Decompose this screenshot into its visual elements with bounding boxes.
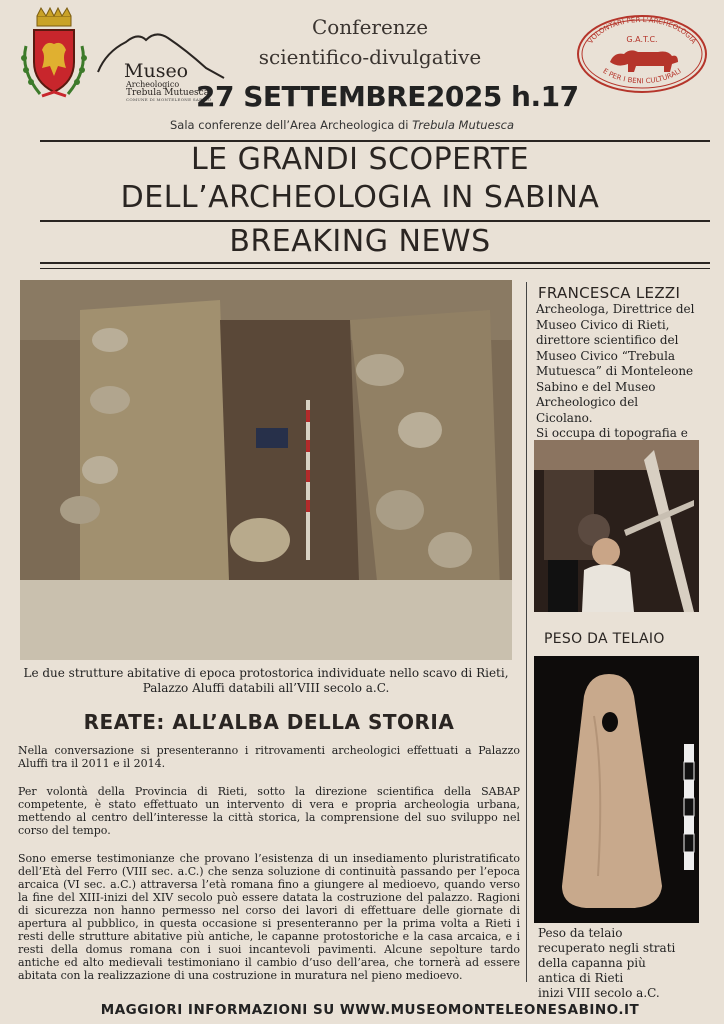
gatc-arc-top: VOLONTARI PER L'ARCHEOLOGIA [586, 15, 698, 46]
title-bottom-rule [40, 262, 710, 264]
excavation-caption [20, 666, 512, 696]
venue-prefix: Sala conferenze dell’Area Archeologica di [170, 118, 413, 132]
footer-info: MAGGIORI INFORMAZIONI SU WWW.MUSEOMONTELEONESABINO.IT [100, 1002, 640, 1018]
event-date: 27 SETTEMBRE2025 h.17 [196, 80, 579, 113]
conference-line1: Conferenze [311, 15, 429, 39]
city-coat-of-arms-logo [12, 6, 96, 102]
peso-caption: Peso da telaio recuperato negli strati della capanna più antica di Rieti inizi VIII secolo a.C. [538, 926, 676, 1000]
title-middle-rule [40, 220, 710, 222]
title-line1: LE GRANDI SCOPERTE [190, 142, 530, 177]
gatc-arc-bottom: E PER I BENI CULTURALI [601, 67, 683, 86]
article-paragraph-1: Nella conversazione si presenteranno i ritrovamenti archeologici effettuati a Palazzo Aluffi tra il 2011 e il 2014. [18, 744, 520, 770]
conference-heading [250, 12, 490, 72]
loom-weight-photo [534, 656, 699, 923]
speaker-photo [534, 440, 699, 612]
column-divider [526, 282, 527, 982]
title-line2: DELL’ARCHEOLOGIA IN SABINA [120, 180, 600, 215]
title-breaking-news: BREAKING NEWS [229, 224, 491, 259]
speaker-bio: Archeologa, Direttrice del Museo Civico di Rieti, direttore scientifico del Museo Civico “Trebula Mutuesca” di Monteleone Sabino e del Museo Archeologico del Cicolano. Si occupa di topografia e [536, 302, 695, 440]
conference-line2: scientifico-divulgative [258, 45, 482, 69]
museo-name: Museo [124, 60, 189, 82]
article-paragraph-2: Per volontà della Provincia di Rieti, sotto la direzione scientifica della SABAP competente, è stato effettuato un intervento di vera e propria archeologia urbana, mettendo al centro dell’interesse la città storica, la comprensione del suo sviluppo nel corso del tempo. [18, 785, 520, 837]
museo-sub3: COMUNE DI MONTELEONE SABINO [126, 97, 212, 102]
title-bottom-rule-thin [40, 268, 710, 269]
museo-sub1: Archeologico [126, 80, 180, 89]
article-heading: REATE: ALL’ALBA DELLA STORIA [83, 710, 455, 734]
article-body [18, 744, 520, 997]
excavation-caption-line2: Palazzo Aluffi databili all’VIII secolo a.C. [142, 681, 390, 695]
speaker-name: FRANCESCA LEZZI [538, 284, 681, 302]
museo-sub2: Trebula Mutuesca [126, 88, 210, 98]
gatc-volunteers-logo [574, 12, 710, 94]
gatc-center-text: G.A.T.C. [626, 35, 658, 44]
article-paragraph-3: Sono emerse testimonianze che provano l’esistenza di un insediamento pluristratificato dell’Età del Ferro (VIII sec. a.C.) che senza soluzione di continuità passando per l’epoca arcaica (VI sec. a.C.) attraversa l’età romana fino a giungere al medioevo, quando verso la fine del XIII-inizi del XIV secolo può essere datata la costruzione del palazzo. Ragioni di sicurezza non hanno permesso nel corso dei lavori di effettuare delle giornate di apertura al pubblico, in questa occasione si presenteranno per la prima volta a Rieti i resti delle strutture abitative più antiche, le capanne protostoriche e la casa arcaica, e i resti della domus romana con i suoi incantevoli pavimenti. Alcune sepolture tardo antiche ed alto medievali testimoniano il cambio d’uso dell’area, che tornerà ad essere abitata con la realizzazione di una costruzione in muratura nel pieno medioevo. [18, 852, 520, 982]
peso-heading: PESO DA TELAIO [544, 631, 665, 647]
venue-place: Trebula Mutuesca [412, 118, 515, 132]
event-venue [170, 118, 610, 132]
excavation-caption-line1: Le due strutture abitative di epoca protostorica individuate nello scavo di Rieti, [23, 666, 509, 680]
excavation-photo [20, 280, 512, 660]
